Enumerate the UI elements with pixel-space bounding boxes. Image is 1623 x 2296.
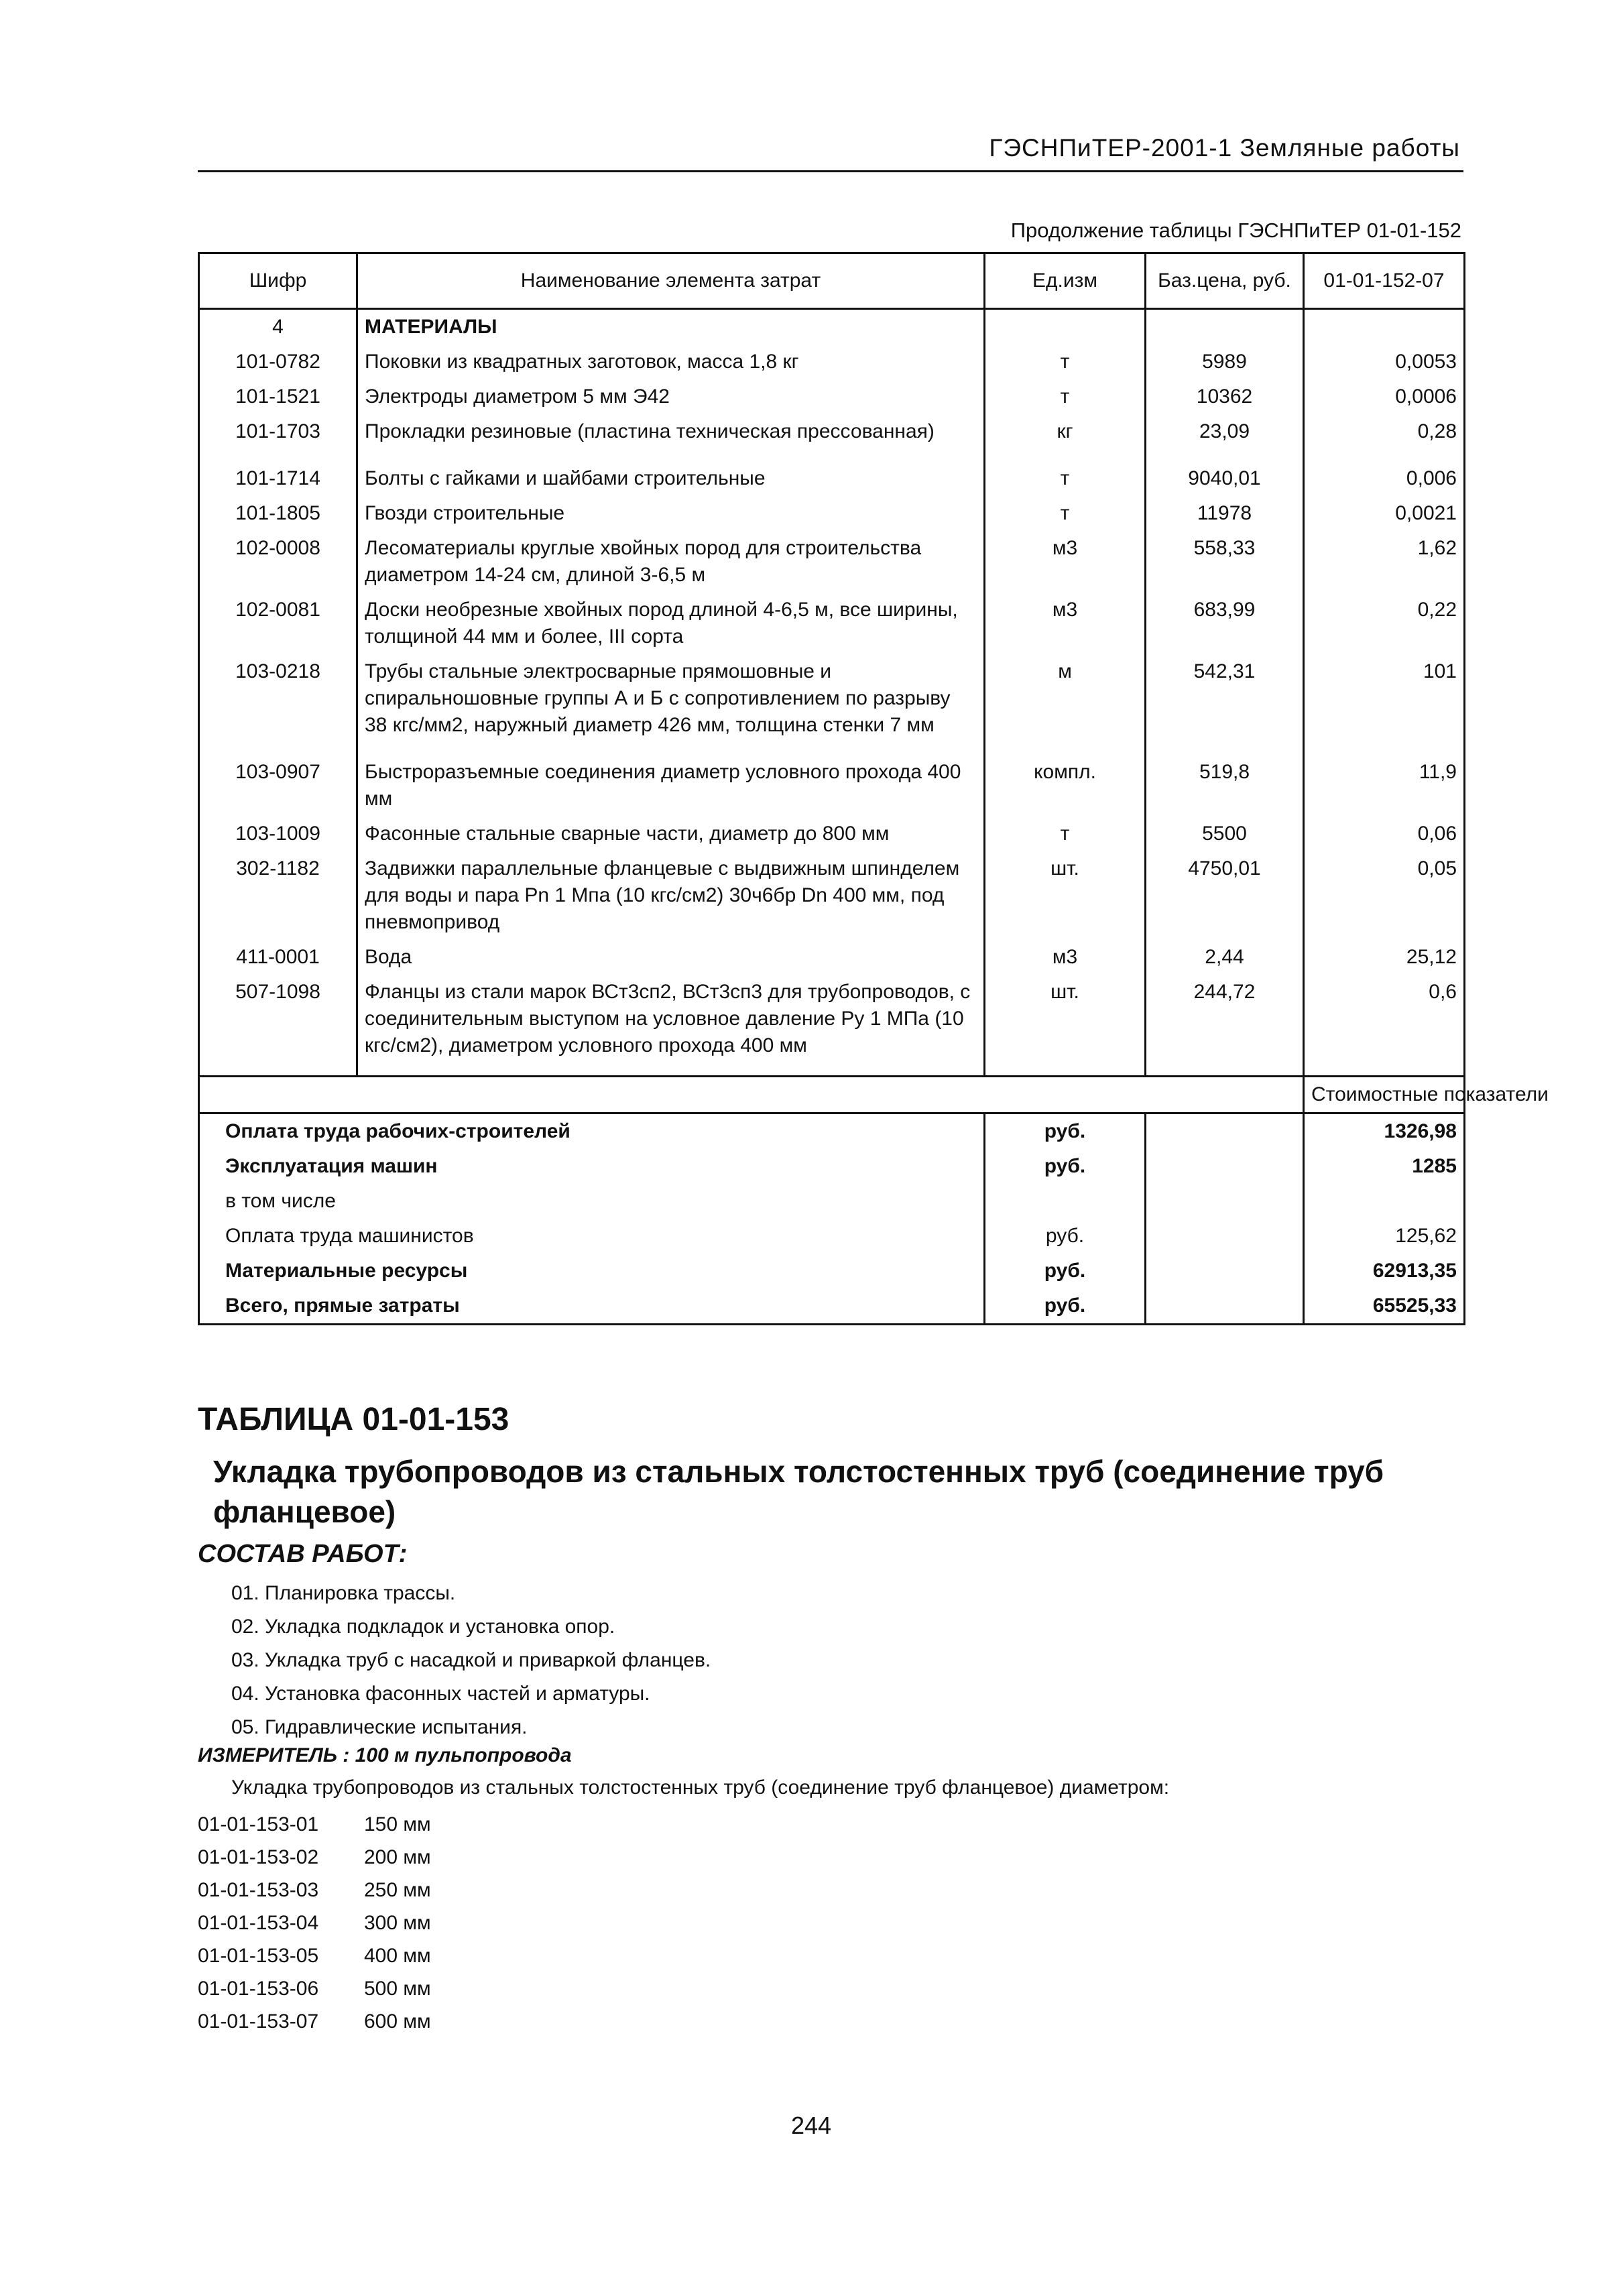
row-name: Электроды диаметром 5 мм Э42 — [357, 379, 985, 414]
table-row — [199, 817, 1465, 851]
row-price: 9040,01 — [1146, 461, 1304, 496]
work-heading: СОСТАВ РАБОТ: — [198, 1540, 408, 1568]
item-diameter: 250 мм — [364, 1879, 431, 1901]
row-name: Лесоматериалы круглые хвойных пород для строительства диаметром 14-24 см, длиной 3-6,5 м — [357, 531, 985, 593]
row-name: Быстроразъемные соединения диаметр условного прохода 400 мм — [357, 755, 985, 817]
item-code-row — [198, 1808, 431, 1841]
item-code: 01-01-153-02 — [198, 1846, 319, 1868]
summary-row — [199, 1184, 1465, 1219]
row-unit: шт. — [985, 975, 1146, 1063]
row-name: Фланцы из стали марок ВСт3сп2, ВСт3сп3 для трубопроводов, с соединительным выступом на условное давление Ру 1 МПа (10 кгс/см2), диаметром условного прохода 400 мм — [357, 975, 985, 1063]
operation-item: 03. Укладка труб с насадкой и приваркой фланцев. — [231, 1649, 711, 1671]
col-header-price: Баз.цена, руб. — [1146, 253, 1304, 309]
table-row — [199, 414, 1465, 461]
operation-item: 04. Установка фасонных частей и арматуры. — [231, 1683, 650, 1705]
item-code-row — [198, 1841, 431, 1874]
col-header-norm: 01-01-152-07 — [1304, 253, 1465, 309]
table-row — [199, 755, 1465, 817]
summary-row — [199, 1149, 1465, 1184]
section-code: 4 — [199, 309, 357, 345]
row-price: 2,44 — [1146, 940, 1304, 975]
item-code: 01-01-153-04 — [198, 1912, 319, 1934]
item-code: 01-01-153-03 — [198, 1879, 319, 1901]
row-unit: м3 — [985, 940, 1146, 975]
summary-row — [199, 1254, 1465, 1288]
col-header-code: Шифр — [199, 253, 357, 309]
item-code: 01-01-153-07 — [198, 2010, 319, 2033]
table-title: Укладка трубопроводов из стальных толстостенных труб (соединение труб фланцевое) — [213, 1454, 1384, 1529]
table-row — [199, 593, 1465, 654]
summary-row — [199, 1288, 1465, 1325]
material-rows — [199, 345, 1465, 1063]
summary-row — [199, 1219, 1465, 1254]
row-value: 0,0006 — [1304, 379, 1465, 414]
row-value: 0,0021 — [1304, 496, 1465, 531]
row-value: 25,12 — [1304, 940, 1465, 975]
row-unit: компл. — [985, 755, 1146, 817]
item-diameter: 200 мм — [364, 1846, 431, 1868]
summary-label: Материальные ресурсы — [199, 1254, 985, 1288]
item-diameter: 300 мм — [364, 1912, 431, 1934]
row-code: 102-0081 — [199, 593, 357, 654]
row-value: 101 — [1304, 654, 1465, 755]
item-code-row — [198, 2005, 431, 2038]
table-header-row — [199, 253, 1465, 309]
summary-unit: руб. — [985, 1113, 1146, 1150]
row-unit: м3 — [985, 531, 1146, 593]
summary-unit: руб. — [985, 1219, 1146, 1254]
operation-item: 02. Укладка подкладок и установка опор. — [231, 1616, 615, 1638]
item-code-list — [198, 1808, 431, 2038]
row-price: 5500 — [1146, 817, 1304, 851]
col-header-unit: Ед.изм — [985, 253, 1146, 309]
row-price: 683,99 — [1146, 593, 1304, 654]
item-diameter: 600 мм — [364, 2010, 431, 2033]
running-header: ГЭСНПиТЕР-2001-1 Земляные работы — [989, 134, 1460, 162]
row-unit: шт. — [985, 851, 1146, 940]
cost-indicators-row — [199, 1077, 1465, 1113]
summary-unit: руб. — [985, 1254, 1146, 1288]
table-row — [199, 345, 1465, 379]
row-price: 11978 — [1146, 496, 1304, 531]
row-name: Гвозди строительные — [357, 496, 985, 531]
row-code: 101-1521 — [199, 379, 357, 414]
summary-value: 62913,35 — [1304, 1254, 1465, 1288]
item-code-row — [198, 1972, 431, 2005]
row-code: 302-1182 — [199, 851, 357, 940]
row-code: 411-0001 — [199, 940, 357, 975]
table-row — [199, 851, 1465, 940]
table-row — [199, 654, 1465, 755]
items-intro: Укладка трубопроводов из стальных толстостенных труб (соединение труб фланцевое) диаметром: — [231, 1776, 1170, 1799]
cost-table — [198, 252, 1549, 1325]
row-value: 0,22 — [1304, 593, 1465, 654]
row-name: Болты с гайками и шайбами строительные — [357, 461, 985, 496]
row-code: 101-1703 — [199, 414, 357, 461]
row-value: 1,62 — [1304, 531, 1465, 593]
summary-label: Оплата труда машинистов — [199, 1219, 985, 1254]
table-number: ТАБЛИЦА 01-01-153 — [198, 1402, 509, 1437]
section-row — [199, 309, 1465, 345]
item-code: 01-01-153-05 — [198, 1945, 319, 1967]
summary-label: Всего, прямые затраты — [199, 1288, 985, 1325]
col-header-name: Наименование элемента затрат — [357, 253, 985, 309]
row-price: 10362 — [1146, 379, 1304, 414]
page-number: 244 — [790, 2112, 832, 2139]
row-unit: м3 — [985, 593, 1146, 654]
row-unit: т — [985, 379, 1146, 414]
row-code: 102-0008 — [199, 531, 357, 593]
row-name: Фасонные стальные сварные части, диаметр до 800 мм — [357, 817, 985, 851]
row-unit: т — [985, 345, 1146, 379]
row-unit: т — [985, 817, 1146, 851]
summary-unit: руб. — [985, 1288, 1146, 1325]
row-value: 0,6 — [1304, 975, 1465, 1063]
summary-value: 1285 — [1304, 1149, 1465, 1184]
row-name: Трубы стальные электросварные прямошовные и спиральношовные группы А и Б с сопротивлением по разрыву 38 кгс/мм2, наружный диаметр 426 мм, толщина стенки 7 мм — [357, 654, 985, 755]
row-value: 11,9 — [1304, 755, 1465, 817]
row-price: 542,31 — [1146, 654, 1304, 755]
row-unit: т — [985, 496, 1146, 531]
section-name: МАТЕРИАЛЫ — [357, 309, 985, 345]
item-code-row — [198, 1907, 431, 1939]
row-code: 507-1098 — [199, 975, 357, 1063]
operation-item: 01. Планировка трассы. — [231, 1582, 456, 1604]
header-rule — [198, 170, 1463, 172]
table-row — [199, 379, 1465, 414]
row-code: 101-1714 — [199, 461, 357, 496]
summary-label: Эксплуатация машин — [199, 1149, 985, 1184]
item-code-row — [198, 1939, 431, 1972]
row-price: 558,33 — [1146, 531, 1304, 593]
item-diameter: 400 мм — [364, 1945, 431, 1967]
row-price: 5989 — [1146, 345, 1304, 379]
row-code: 103-0907 — [199, 755, 357, 817]
summary-row — [199, 1113, 1465, 1150]
summary-label: в том числе — [199, 1184, 985, 1219]
cost-indicators-label: Стоимостные показатели — [1304, 1077, 1465, 1113]
summary-value: 1326,98 — [1304, 1113, 1465, 1150]
row-value: 0,05 — [1304, 851, 1465, 940]
item-diameter: 150 мм — [364, 1813, 431, 1835]
table-row — [199, 940, 1465, 975]
table-continuation-note: Продолжение таблицы ГЭСНПиТЕР 01-01-152 — [1010, 219, 1461, 242]
summary-unit — [985, 1184, 1146, 1219]
row-name: Поковки из квадратных заготовок, масса 1,8 кг — [357, 345, 985, 379]
item-diameter: 500 мм — [364, 1978, 431, 2000]
row-value: 0,0053 — [1304, 345, 1465, 379]
row-value: 0,006 — [1304, 461, 1465, 496]
summary-value: 125,62 — [1304, 1219, 1465, 1254]
row-price: 23,09 — [1146, 414, 1304, 461]
table-row — [199, 496, 1465, 531]
row-price: 4750,01 — [1146, 851, 1304, 940]
summary-value — [1304, 1184, 1465, 1219]
table-row — [199, 531, 1465, 593]
row-price: 519,8 — [1146, 755, 1304, 817]
row-code: 103-0218 — [199, 654, 357, 755]
row-unit: кг — [985, 414, 1146, 461]
summary-label: Оплата труда рабочих-строителей — [199, 1113, 985, 1150]
summary-unit: руб. — [985, 1149, 1146, 1184]
row-code: 101-0782 — [199, 345, 357, 379]
row-name: Прокладки резиновые (пластина техническая прессованная) — [357, 414, 985, 461]
row-name: Вода — [357, 940, 985, 975]
summary-rows — [199, 1113, 1465, 1325]
row-price: 244,72 — [1146, 975, 1304, 1063]
table-row — [199, 975, 1465, 1063]
item-code-row — [198, 1874, 431, 1907]
row-code: 103-1009 — [199, 817, 357, 851]
meter-line: ИЗМЕРИТЕЛЬ : 100 м пульпопровода — [198, 1744, 572, 1766]
table-row — [199, 461, 1465, 496]
row-name: Задвижки параллельные фланцевые с выдвижным шпинделем для воды и пара Рn 1 Мпа (10 кгс/см2) 30ч6бр Dn 400 мм, под пневмопривод — [357, 851, 985, 940]
summary-value: 65525,33 — [1304, 1288, 1465, 1325]
row-unit: т — [985, 461, 1146, 496]
row-value: 0,06 — [1304, 817, 1465, 851]
item-code: 01-01-153-01 — [198, 1813, 319, 1835]
row-name: Доски необрезные хвойных пород длиной 4-6,5 м, все ширины, толщиной 44 мм и более, III сорта — [357, 593, 985, 654]
row-unit: м — [985, 654, 1146, 755]
row-code: 101-1805 — [199, 496, 357, 531]
operation-item: 05. Гидравлические испытания. — [231, 1716, 528, 1738]
row-value: 0,28 — [1304, 414, 1465, 461]
item-code: 01-01-153-06 — [198, 1978, 319, 2000]
operations-list — [231, 1577, 711, 1744]
